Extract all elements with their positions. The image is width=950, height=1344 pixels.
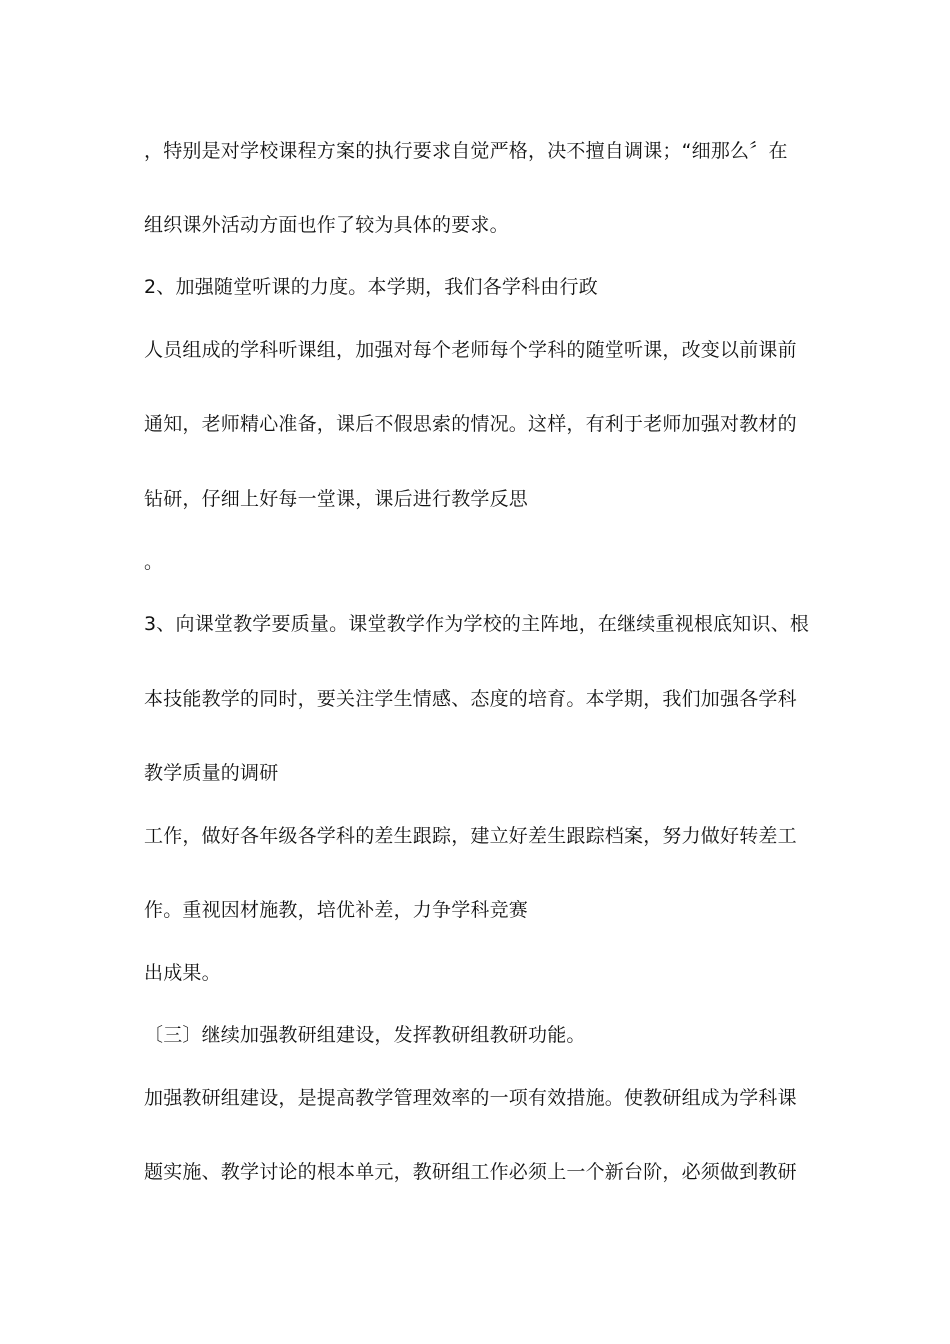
text-line: 通知，老师精心准备，课后不假思索的情况。这样，有利于老师加强对教材的	[144, 413, 797, 435]
text-line: 本技能教学的同时，要关注学生情感、态度的培育。本学期，我们加强各学科	[144, 688, 797, 710]
text-line: 题实施、教学讨论的根本单元，教研组工作必须上一个新台阶，必须做到教研	[144, 1161, 797, 1183]
text-line: 人员组成的学科听课组，加强对每个老师每个学科的随堂听课，改变以前课前	[144, 339, 797, 361]
text-line: 组织课外活动方面也作了较为具体的要求。	[144, 214, 509, 236]
section-heading: 〔三〕继续加强教研组建设，发挥教研组教研功能。	[144, 1024, 586, 1046]
text-line: 2、加强随堂听课的力度。本学期，我们各学科由行政	[144, 276, 598, 298]
text-line: 出成果。	[144, 962, 221, 984]
text-line: 。	[144, 551, 164, 573]
text-line: 加强教研组建设，是提高教学管理效率的一项有效措施。使教研组成为学科课	[144, 1087, 797, 1109]
text-line: 教学质量的调研	[144, 762, 279, 784]
text-line: 作。重视因材施教，培优补差，力争学科竞赛	[144, 899, 529, 921]
text-line: 钻研，仔细上好每一堂课，课后进行教学反思	[144, 488, 529, 510]
text-line: ，特别是对学校课程方案的执行要求自觉严格，决不擅自调课；“细那么〞在	[144, 140, 788, 162]
text-line: 工作，做好各年级各学科的差生跟踪，建立好差生跟踪档案，努力做好转差工	[144, 825, 797, 847]
text-line: 3、向课堂教学要质量。课堂教学作为学校的主阵地，在继续重视根底知识、根	[144, 613, 810, 635]
